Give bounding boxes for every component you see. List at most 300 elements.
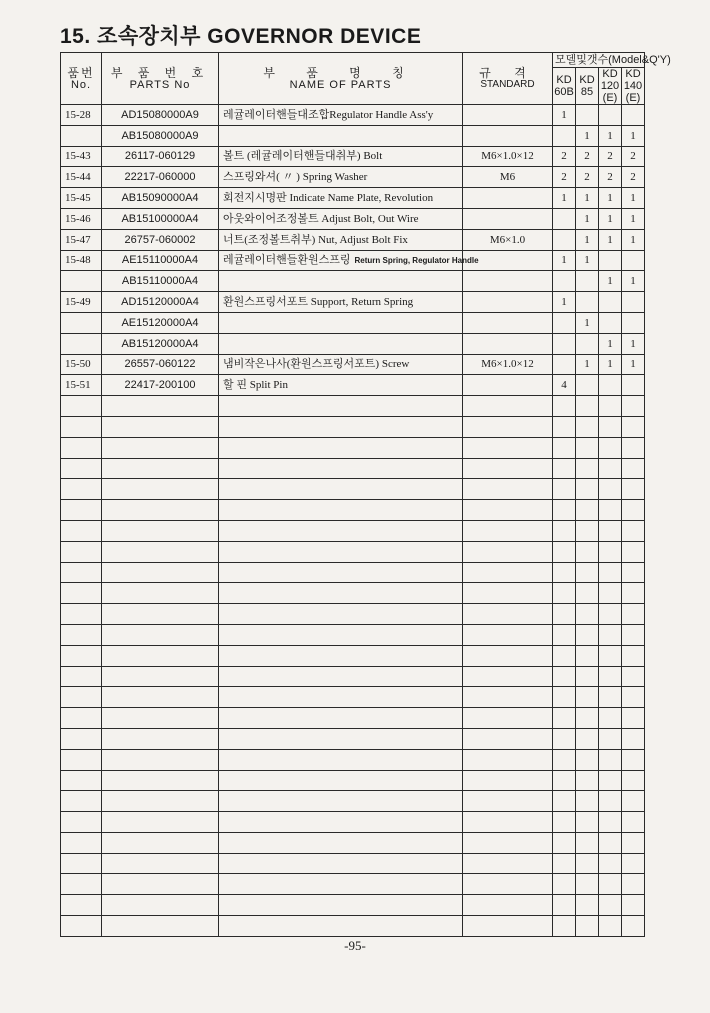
table-row [61,146,645,167]
empty-row [61,583,645,604]
cell-qty-kd85 [576,375,599,396]
cell-part-name-text: 아웃와이어조정볼트 Adjust Bolt, Out Wire [223,212,419,225]
cell-qty-kd120e [599,229,622,250]
empty-cell [599,770,622,791]
empty-cell [102,895,219,916]
empty-cell [61,458,102,479]
empty-cell [553,916,576,937]
empty-cell [599,853,622,874]
empty-cell [576,791,599,812]
empty-cell [102,624,219,645]
empty-cell [61,770,102,791]
empty-cell [599,458,622,479]
cell-qty-kd85 [576,105,599,126]
empty-cell [463,437,553,458]
empty-cell [102,791,219,812]
cell-no [61,167,102,188]
table-row [61,271,645,292]
cell-qty-kd120e [599,188,622,209]
empty-cell [219,812,463,833]
cell-no [61,312,102,333]
empty-cell [576,832,599,853]
table-row [61,250,645,271]
empty-cell [219,500,463,521]
cell-qty-kd60b [553,146,576,167]
cell-part-name [219,125,463,146]
empty-cell [576,916,599,937]
empty-cell [576,416,599,437]
cell-part-no [102,146,219,167]
cell-part-name-text: 볼트 (레귤레이터핸들대취부) Bolt [223,150,383,163]
header-name [219,53,463,105]
cell-part-name [219,375,463,396]
empty-cell [622,645,645,666]
empty-row [61,874,645,895]
empty-cell [622,916,645,937]
empty-cell [463,604,553,625]
cell-part-no [102,250,219,271]
cell-qty-kd85-text: 1 [584,316,590,329]
empty-cell [61,666,102,687]
empty-cell [61,895,102,916]
empty-cell [622,541,645,562]
cell-qty-kd120e-text: 2 [607,150,613,163]
cell-qty-kd120e-text: 1 [607,275,613,288]
empty-cell [599,916,622,937]
cell-standard [463,354,553,375]
empty-cell [61,645,102,666]
cell-standard [463,188,553,209]
empty-row [61,895,645,916]
empty-cell [102,916,219,937]
empty-cell [102,604,219,625]
cell-part-name [219,105,463,126]
empty-cell [576,645,599,666]
empty-cell [219,708,463,729]
empty-cell [219,749,463,770]
cell-qty-kd60b-text: 1 [561,192,567,205]
empty-cell [553,416,576,437]
cell-standard [463,375,553,396]
cell-part-name-text: 환원스프링서포트 Support, Return Spring [223,296,414,309]
header-model-kd60b: KD 60B [553,68,576,105]
empty-cell [599,749,622,770]
empty-cell [576,396,599,417]
cell-part-no-text: 26557-060122 [124,358,196,371]
empty-cell [219,895,463,916]
empty-cell [463,500,553,521]
cell-qty-kd60b [553,292,576,313]
cell-qty-kd85 [576,292,599,313]
empty-cell [463,853,553,874]
empty-cell [219,770,463,791]
cell-standard-text: M6 [499,171,516,184]
cell-part-no [102,292,219,313]
empty-cell [622,437,645,458]
cell-standard-text: M6×1.0×12 [481,150,534,163]
empty-row [61,832,645,853]
cell-qty-kd85 [576,208,599,229]
empty-cell [219,645,463,666]
empty-cell [553,687,576,708]
empty-cell [553,895,576,916]
cell-qty-kd120e-text: 2 [607,171,613,184]
empty-cell [219,624,463,645]
empty-row [61,541,645,562]
empty-cell [102,500,219,521]
cell-qty-kd60b-text: 2 [561,150,567,163]
empty-row [61,749,645,770]
cell-part-name [219,208,463,229]
cell-qty-kd140e-text: 2 [630,171,636,184]
empty-cell [599,437,622,458]
empty-cell [599,708,622,729]
cell-qty-kd85 [576,229,599,250]
empty-cell [599,687,622,708]
empty-cell [576,500,599,521]
empty-cell [61,687,102,708]
cell-part-no [102,375,219,396]
cell-standard [463,292,553,313]
cell-part-no [102,208,219,229]
empty-cell [61,728,102,749]
empty-cell [219,458,463,479]
cell-no [61,125,102,146]
empty-row [61,853,645,874]
cell-part-name-text: 회전지시명판 Indicate Name Plate, Revolution [223,192,434,205]
cell-qty-kd85-text: 2 [584,150,590,163]
empty-cell [61,749,102,770]
empty-row [61,812,645,833]
cell-part-no-text: AB15080000A9 [121,129,199,142]
empty-cell [622,832,645,853]
empty-cell [622,520,645,541]
empty-cell [553,666,576,687]
cell-part-name-text: 할 핀 Split Pin [223,379,288,392]
empty-cell [463,645,553,666]
empty-cell [463,687,553,708]
empty-cell [61,916,102,937]
empty-cell [102,645,219,666]
empty-cell [219,583,463,604]
empty-cell [553,728,576,749]
cell-qty-kd120e [599,354,622,375]
cell-standard [463,105,553,126]
empty-cell [553,624,576,645]
empty-cell [553,853,576,874]
empty-cell [599,416,622,437]
cell-part-no-text: 22417-200100 [124,379,196,392]
empty-cell [463,832,553,853]
cell-qty-kd120e-text: 1 [607,233,613,246]
header-model-kd85: KD 85 [576,68,599,105]
cell-part-name [219,271,463,292]
empty-cell [61,604,102,625]
empty-cell [219,666,463,687]
cell-no [61,188,102,209]
table-row [61,105,645,126]
cell-standard [463,146,553,167]
empty-cell [576,853,599,874]
empty-cell [463,541,553,562]
empty-cell [576,583,599,604]
empty-cell [576,666,599,687]
cell-standard [463,229,553,250]
empty-cell [622,770,645,791]
empty-row [61,666,645,687]
empty-cell [553,832,576,853]
header-standard [463,53,553,105]
header-model-kd140e: KD 140 (E) [622,68,645,105]
empty-cell [463,583,553,604]
cell-qty-kd120e [599,250,622,271]
cell-qty-kd120e-text: 1 [607,212,613,225]
empty-cell [61,583,102,604]
empty-cell [576,562,599,583]
header-parts-no [102,53,219,105]
cell-part-name [219,229,463,250]
cell-part-no [102,188,219,209]
table-row [61,333,645,354]
empty-cell [102,832,219,853]
empty-cell [599,874,622,895]
empty-row [61,520,645,541]
cell-no [61,208,102,229]
empty-cell [622,604,645,625]
empty-cell [102,541,219,562]
cell-qty-kd120e [599,167,622,188]
empty-row [61,728,645,749]
empty-cell [576,541,599,562]
empty-cell [463,708,553,729]
parts-table-body [61,105,645,937]
empty-cell [599,728,622,749]
cell-no [61,229,102,250]
empty-cell [61,624,102,645]
empty-cell [599,583,622,604]
empty-cell [219,604,463,625]
empty-cell [599,895,622,916]
cell-qty-kd120e [599,375,622,396]
cell-qty-kd85 [576,271,599,292]
cell-qty-kd85 [576,188,599,209]
cell-qty-kd85-text: 1 [584,254,590,267]
empty-cell [463,479,553,500]
cell-no [61,146,102,167]
cell-no [61,250,102,271]
empty-cell [599,791,622,812]
cell-part-no-text: 22217-060000 [124,171,196,184]
cell-qty-kd120e [599,292,622,313]
cell-qty-kd140e-text: 1 [630,212,636,225]
cell-qty-kd120e [599,208,622,229]
empty-row [61,479,645,500]
cell-qty-kd140e-text: 1 [630,129,636,142]
empty-cell [463,916,553,937]
header-no-ko: 품번 [67,65,95,80]
empty-cell [553,562,576,583]
empty-cell [553,541,576,562]
cell-no [61,105,102,126]
header-parts-no-ko: 부 품 번 호 [110,65,210,80]
empty-cell [576,437,599,458]
empty-cell [463,396,553,417]
cell-part-name [219,188,463,209]
cell-qty-kd140e-text: 1 [630,358,636,371]
cell-qty-kd120e-text: 1 [607,129,613,142]
empty-row [61,916,645,937]
cell-qty-kd120e-text: 1 [607,358,613,371]
cell-qty-kd60b-text: 4 [561,379,567,392]
empty-cell [219,437,463,458]
empty-cell [463,728,553,749]
empty-cell [622,874,645,895]
empty-cell [622,416,645,437]
empty-cell [599,832,622,853]
cell-part-no [102,333,219,354]
cell-qty-kd85 [576,333,599,354]
empty-cell [61,541,102,562]
cell-qty-kd60b-text: 1 [561,254,567,267]
empty-cell [576,728,599,749]
cell-part-no-text: 26117-060129 [124,150,196,163]
empty-cell [576,749,599,770]
cell-qty-kd60b [553,271,576,292]
cell-part-name-text: 너트(조정볼트취부) Nut, Adjust Bolt Fix [223,233,408,246]
empty-cell [102,416,219,437]
cell-qty-kd140e [622,333,645,354]
cell-part-no [102,271,219,292]
empty-cell [622,791,645,812]
cell-qty-kd85 [576,312,599,333]
empty-cell [599,624,622,645]
empty-cell [622,396,645,417]
empty-cell [219,479,463,500]
empty-cell [576,458,599,479]
empty-cell [102,687,219,708]
empty-cell [463,749,553,770]
cell-part-name-sub: Return Spring, Regulator Handle [354,255,479,265]
cell-qty-kd60b [553,354,576,375]
empty-cell [102,853,219,874]
empty-cell [219,791,463,812]
empty-cell [622,562,645,583]
cell-no-text: 15-44 [65,171,91,184]
cell-part-name-text: 레귤레이터핸들대조합Regulator Handle Ass'y [223,108,434,121]
empty-cell [622,583,645,604]
cell-no-text: 15-47 [65,233,91,246]
cell-part-name [219,312,463,333]
empty-cell [102,562,219,583]
empty-cell [553,749,576,770]
cell-qty-kd140e-text: 1 [630,192,636,205]
cell-no [61,354,102,375]
empty-cell [553,812,576,833]
cell-qty-kd120e [599,333,622,354]
empty-cell [553,479,576,500]
empty-row [61,562,645,583]
cell-part-name [219,333,463,354]
empty-cell [102,520,219,541]
empty-cell [219,562,463,583]
empty-cell [219,853,463,874]
cell-no [61,375,102,396]
empty-cell [576,479,599,500]
cell-qty-kd85-text: 1 [584,129,590,142]
empty-cell [463,874,553,895]
table-row [61,354,645,375]
cell-qty-kd140e-text: 1 [630,275,636,288]
empty-cell [219,541,463,562]
cell-qty-kd140e [622,312,645,333]
empty-cell [599,604,622,625]
empty-cell [599,479,622,500]
empty-cell [553,645,576,666]
cell-qty-kd140e [622,229,645,250]
table-row [61,188,645,209]
empty-cell [219,916,463,937]
cell-part-no [102,105,219,126]
empty-row [61,458,645,479]
cell-part-name-text: 스프링와셔( 〃 ) Spring Washer [223,171,368,184]
cell-qty-kd85-text: 1 [584,192,590,205]
empty-cell [463,770,553,791]
empty-cell [553,583,576,604]
cell-no [61,333,102,354]
empty-cell [622,728,645,749]
empty-cell [576,874,599,895]
cell-part-no-text: AB15090000A4 [121,192,199,205]
cell-part-no-text: AB15120000A4 [121,337,199,350]
empty-cell [61,479,102,500]
cell-qty-kd60b [553,229,576,250]
empty-cell [576,604,599,625]
cell-part-no-text: AD15080000A9 [121,108,199,121]
table-row [61,375,645,396]
cell-qty-kd120e-text: 1 [607,192,613,205]
empty-cell [599,541,622,562]
empty-cell [219,728,463,749]
cell-no [61,292,102,313]
empty-cell [61,832,102,853]
cell-part-no [102,312,219,333]
empty-cell [599,396,622,417]
cell-qty-kd140e [622,208,645,229]
empty-cell [622,812,645,833]
empty-cell [102,479,219,500]
empty-cell [622,500,645,521]
cell-qty-kd85 [576,250,599,271]
empty-row [61,604,645,625]
cell-no-text: 15-43 [65,150,91,163]
empty-cell [102,874,219,895]
cell-part-no-text: AE15120000A4 [121,316,199,329]
empty-cell [102,437,219,458]
cell-qty-kd120e-text: 1 [607,337,613,350]
cell-qty-kd140e [622,375,645,396]
cell-qty-kd85 [576,167,599,188]
empty-cell [219,416,463,437]
empty-cell [553,520,576,541]
cell-qty-kd140e [622,250,645,271]
empty-cell [219,520,463,541]
cell-qty-kd120e [599,105,622,126]
empty-row [61,687,645,708]
cell-qty-kd60b [553,375,576,396]
header-model-kd120e: KD 120 (E) [599,68,622,105]
cell-no-text: 15-50 [65,358,91,371]
empty-cell [576,687,599,708]
